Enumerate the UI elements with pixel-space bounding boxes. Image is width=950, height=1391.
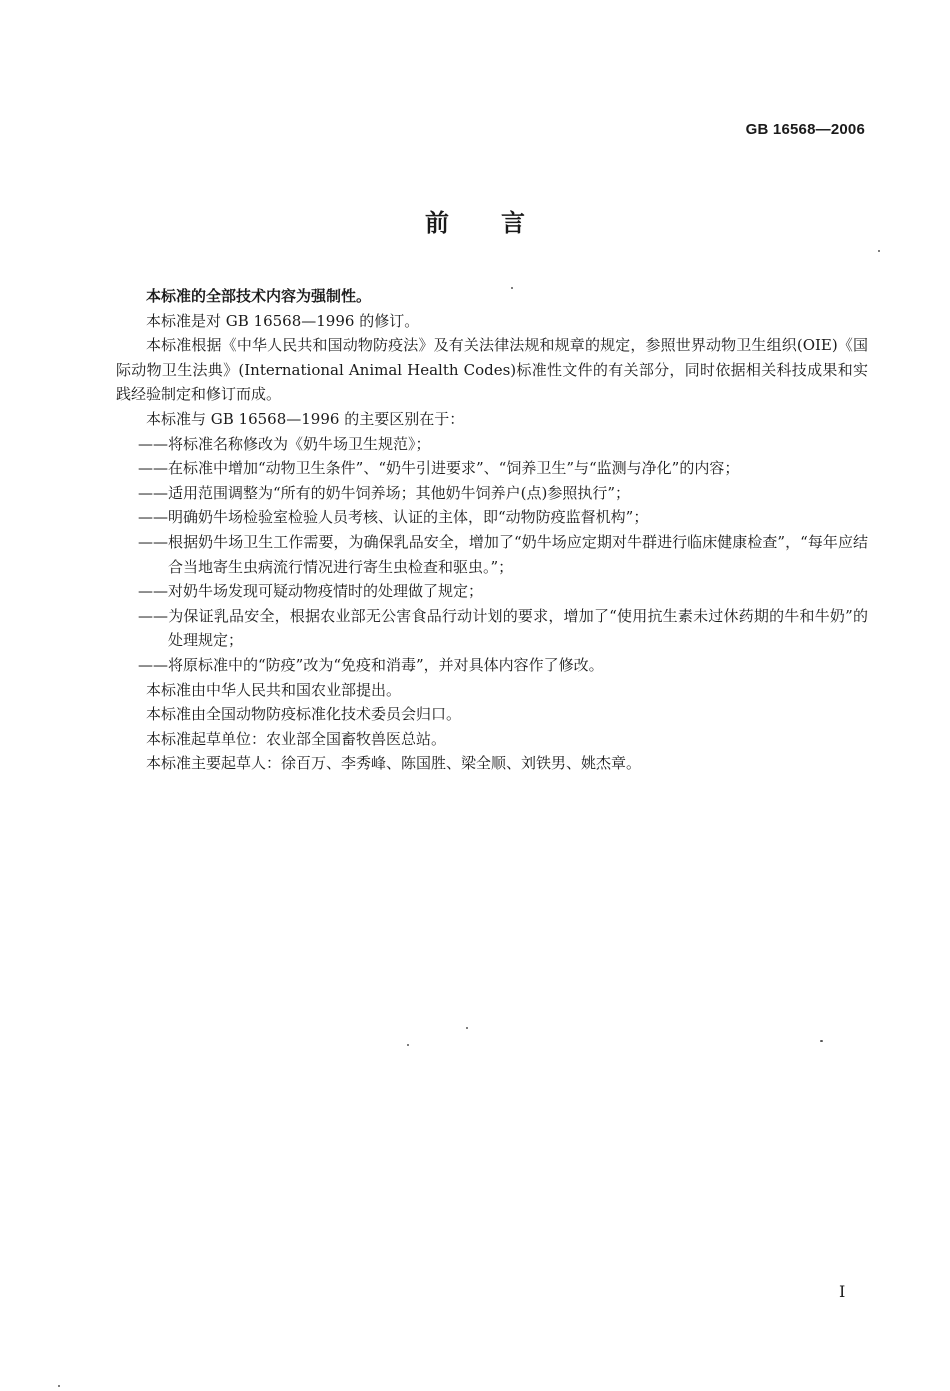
- difference-item: ——将标准名称修改为《奶牛场卫生规范》；: [138, 434, 431, 453]
- difference-item: ——将原标准中的“防疫”改为“免疫和消毒”，并对具体内容作了修改。: [138, 655, 604, 674]
- page-title: [0, 203, 950, 238]
- committee-statement: 本标准由全国动物防疫标准化技术委员会归口。: [146, 705, 462, 724]
- proposer-statement: 本标准由中华人民共和国农业部提出。: [146, 680, 402, 699]
- scan-speck: [511, 287, 513, 289]
- revision-statement: 本标准是对 GB 16568—1996 的修订。: [146, 311, 420, 330]
- foreword-body: [116, 284, 868, 776]
- difference-item: ——明确奶牛场检验室检验人员考核、认证的主体，即“动物防疫监督机构”；: [138, 508, 649, 527]
- scan-speck: [58, 1385, 60, 1387]
- title-char-2: 言: [501, 209, 525, 237]
- drafting-unit-statement: 本标准起草单位：农业部全国畜牧兽医总站。: [146, 729, 447, 748]
- title-char-1: 前: [425, 209, 449, 237]
- differences-intro: 本标准与 GB 16568—1996 的主要区别在于：: [146, 409, 465, 428]
- standard-code: GB 16568—2006: [745, 121, 865, 138]
- scan-speck: [820, 1040, 823, 1042]
- scan-speck: [407, 1044, 409, 1046]
- mandatory-statement: 本标准的全部技术内容为强制性。: [146, 287, 372, 305]
- difference-item: ——根据奶牛场卫生工作需要，为确保乳品安全，增加了“奶牛场应定期对牛群进行临床健康检查”，“每年应结合当地寄生虫病流行情况进行寄生虫检查和驱虫。”；: [138, 532, 868, 576]
- difference-item: ——为保证乳品安全，根据农业部无公害食品行动计划的要求，增加了“使用抗生素未过休药期的牛和牛奶”的处理规定；: [138, 606, 868, 650]
- scan-speck: [878, 250, 880, 252]
- difference-item: ——在标准中增加“动物卫生条件”、“奶牛引进要求”、“饲养卫生”与“监测与净化”的内容；: [138, 459, 740, 478]
- scan-speck: [466, 1027, 468, 1029]
- difference-item: ——适用范围调整为“所有的奶牛饲养场；其他奶牛饲养户(点)参照执行”；: [138, 483, 631, 502]
- basis-paragraph: 本标准根据《中华人民共和国动物防疫法》及有关法律法规和规章的规定，参照世界动物卫生组织(OIE)《国际动物卫生法典》(International Animal Health Codes)标准性文件的有关部分，同时依据相关科技成果和实践经验制定和修订而成。: [116, 336, 868, 404]
- difference-item: ——对奶牛场发现可疑动物疫情时的处理做了规定；: [138, 582, 484, 601]
- drafters-statement: 本标准主要起草人：徐百万、李秀峰、陈国胜、梁全顺、刘铁男、姚杰章。: [146, 754, 642, 773]
- page-number: I: [839, 1282, 846, 1301]
